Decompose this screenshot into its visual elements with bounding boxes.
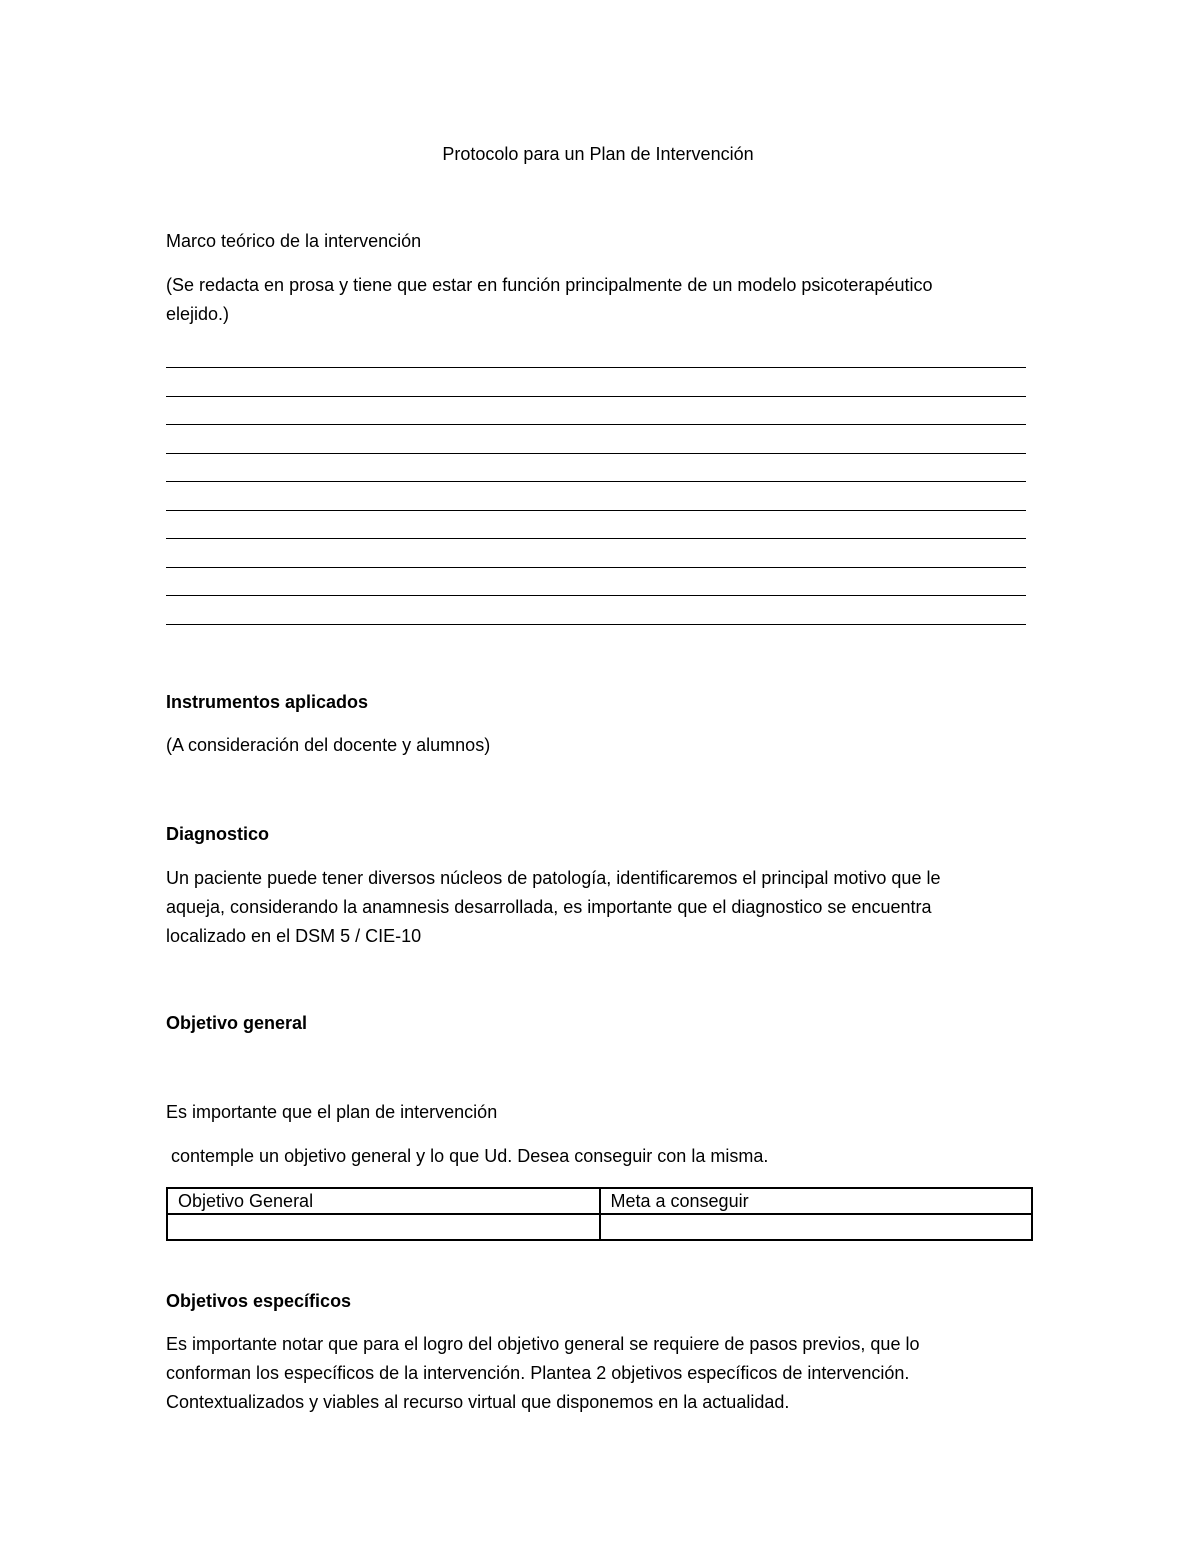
marco-heading: Marco teórico de la intervención	[166, 231, 422, 251]
writing-line[interactable]	[166, 396, 1026, 397]
diagnostico-line-2: aqueja, considerando la anamnesis desarrollada, es importante que el diagnostico se encuentra	[166, 897, 932, 917]
instrumentos-heading: Instrumentos aplicados	[166, 692, 369, 712]
writing-line[interactable]	[166, 481, 1026, 482]
table-header-meta-a-conseguir: Meta a conseguir	[600, 1188, 1033, 1214]
writing-line[interactable]	[166, 510, 1026, 511]
diagnostico-heading: Diagnostico	[166, 824, 270, 844]
objetivo-general-table	[166, 1187, 1033, 1241]
objetivos-especificos-heading: Objetivos específicos	[166, 1291, 352, 1311]
writing-line[interactable]	[166, 367, 1026, 368]
table-header-objetivo-general: Objetivo General	[167, 1188, 600, 1214]
objetivos-especificos-line-1: Es importante notar que para el logro del objetivo general se requiere de pasos previos, que lo	[166, 1334, 920, 1354]
writing-line[interactable]	[166, 624, 1026, 625]
writing-line[interactable]	[166, 538, 1026, 539]
table-header-row	[167, 1188, 1032, 1214]
objetivo-general-line-1: Es importante que el plan de intervención	[166, 1102, 498, 1122]
instrumentos-note: (A consideración del docente y alumnos)	[166, 735, 491, 755]
table-row	[167, 1214, 1032, 1240]
writing-line[interactable]	[166, 424, 1026, 425]
table-cell-meta-a-conseguir[interactable]	[600, 1214, 1033, 1240]
writing-line[interactable]	[166, 567, 1026, 568]
diagnostico-line-3: localizado en el DSM 5 / CIE-10	[166, 926, 422, 946]
objetivos-especificos-line-2: conforman los específicos de la intervención. Plantea 2 objetivos específicos de intervención.	[166, 1363, 910, 1383]
objetivo-general-line-2: contemple un objetivo general y lo que Ud. Desea conseguir con la misma.	[166, 1146, 769, 1166]
document-title: Protocolo para un Plan de Intervención	[442, 144, 754, 164]
marco-instruction-line-1: (Se redacta en prosa y tiene que estar en función principalmente de un modelo psicoterapéutico	[166, 275, 933, 295]
writing-line[interactable]	[166, 595, 1026, 596]
marco-instruction-line-2: elejido.)	[166, 304, 230, 324]
diagnostico-line-1: Un paciente puede tener diversos núcleos de patología, identificaremos el principal motivo que le	[166, 868, 941, 888]
objetivo-general-heading: Objetivo general	[166, 1013, 308, 1033]
writing-line[interactable]	[166, 453, 1026, 454]
writing-lines	[166, 367, 1026, 652]
table-cell-objetivo-general[interactable]	[167, 1214, 600, 1240]
objetivos-especificos-line-3: Contextualizados y viables al recurso virtual que disponemos en la actualidad.	[166, 1392, 790, 1412]
